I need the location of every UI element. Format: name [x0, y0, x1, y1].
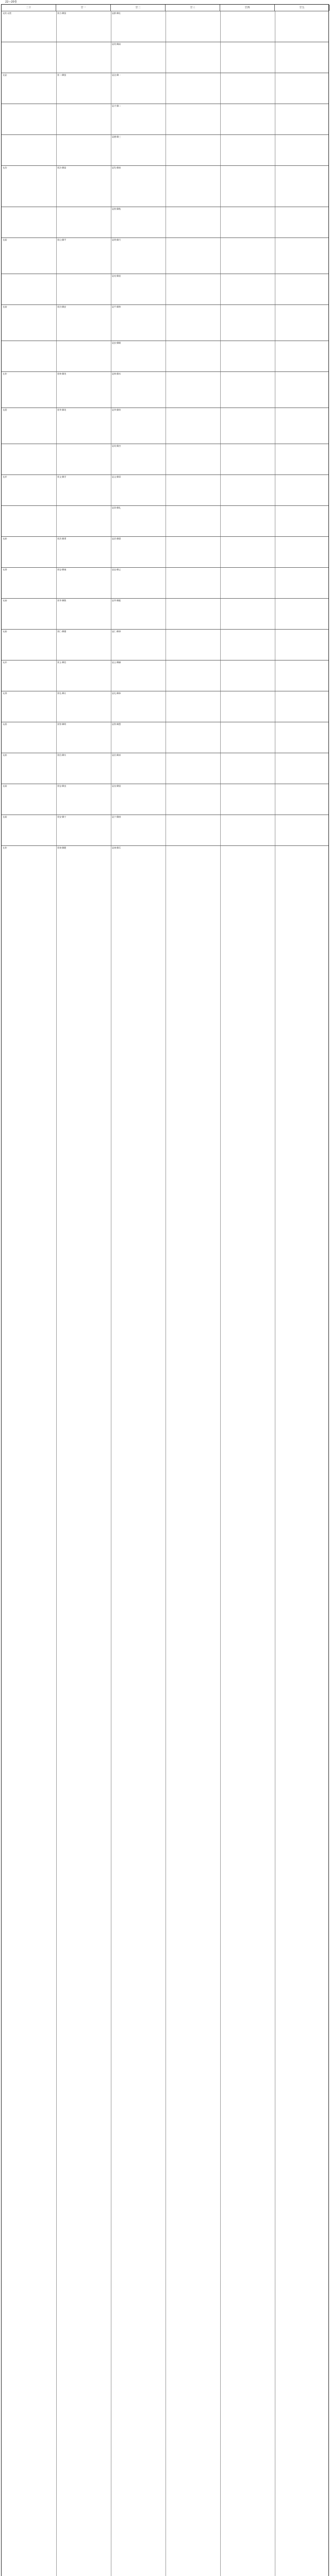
table-cell: 允昌·	[3, 166, 8, 169]
row-divider	[2, 567, 328, 568]
table-cell: 允祺·	[3, 568, 8, 571]
table-cell: 显明·卿月	[112, 239, 121, 241]
table-cell: 景二·卿贤	[57, 74, 67, 76]
table-cell: 显德·卿三	[112, 135, 121, 138]
table-cell: 显礼·卿恭	[112, 692, 121, 694]
table-cell: 允祯·	[3, 537, 8, 540]
table-cell: 景安·卿宁	[57, 816, 67, 818]
table-cell: 显达·卿一	[112, 74, 121, 76]
table-cell: 显平·卿和	[112, 306, 121, 308]
table-cell: 允祥·	[3, 476, 8, 478]
table-cell: 景忠·卿诚	[57, 568, 67, 571]
table-cell: 景华·卿英	[57, 409, 67, 411]
row-divider	[2, 371, 328, 372]
table-cell: 允祯·	[3, 754, 8, 756]
table-cell: 允禧·	[3, 723, 8, 725]
table-cell: 景康·卿健	[57, 846, 67, 849]
table-cell: 景法·卿富	[57, 166, 67, 169]
table-cell: 景仁·卿德	[57, 630, 67, 633]
table-cell: 景林·卿茂	[57, 372, 67, 375]
column-header: 廿一	[56, 5, 111, 11]
table-cell: 显亮·卿星	[112, 275, 121, 277]
column-divider	[56, 11, 57, 2576]
table-cell: 允福·	[3, 630, 8, 633]
row-divider	[2, 598, 328, 599]
table-cell: 显安·卿顺	[112, 342, 121, 344]
table-cell: 景山·卿平	[57, 239, 67, 241]
table-cell: 显群·卿仕	[112, 12, 121, 14]
table-cell: 景礼·卿让	[57, 692, 67, 694]
page-number: 22—20卷	[5, 1, 17, 4]
table-cell: 允禄·	[3, 306, 8, 308]
table-cell: 景文·卿学	[57, 476, 67, 478]
table-cell: 显仁·卿善	[112, 630, 121, 633]
table-cell: 显华·卿荣	[112, 409, 121, 411]
table-cell: 允祺·	[3, 692, 8, 694]
table-cell: 显财·卿秋	[112, 208, 121, 210]
table-cell: 显义·卿廉	[112, 661, 121, 664]
table-cell: 允显·	[3, 74, 8, 76]
table-cell: 显智·卿慧	[112, 723, 121, 725]
genealogy-table	[1, 4, 329, 2576]
table-cell: 显文·卿章	[112, 476, 121, 478]
row-divider	[2, 165, 328, 166]
table-cell: 允福·	[3, 816, 8, 818]
table-cell: 显宁·卿康	[112, 816, 121, 818]
table-cell: 允禧·	[3, 409, 8, 411]
row-divider	[2, 845, 328, 846]
table-cell: 显章·卿礼	[112, 506, 121, 509]
table-cell: 允钦·允胜	[3, 12, 12, 14]
table-cell: 景义·卿信	[57, 661, 67, 664]
table-cell: 允福·	[3, 239, 8, 241]
column-header: 廿五	[275, 5, 329, 11]
column-divider	[220, 11, 221, 2576]
row-divider	[2, 629, 328, 630]
table-cell: 显贵·卿高	[112, 43, 121, 45]
table-cell: 景河·卿安	[57, 306, 67, 308]
column-header: 二十	[2, 5, 56, 11]
table-cell: 显孝·卿慈	[112, 599, 121, 602]
row-divider	[2, 536, 328, 537]
table-cell: 允禄·	[3, 785, 8, 787]
table-cell: 显英·卿杰	[112, 445, 121, 447]
table-cell: 显忠·卿义	[112, 568, 121, 571]
table-cell: 景吉·卿贤	[57, 12, 67, 14]
table-cell: 显发·卿春	[112, 166, 121, 169]
table-cell: 景忠·卿良	[57, 785, 67, 787]
table-cell: 景武·卿勇	[57, 537, 67, 540]
column-header: 廿四	[220, 5, 275, 11]
table-cell: 显才·卿二	[112, 105, 121, 107]
table-cell: 景智·卿明	[57, 723, 67, 725]
table-cell: 景信·卿实	[57, 754, 67, 756]
table-cell: 允寿·	[3, 846, 8, 849]
column-header: 廿二	[111, 5, 166, 11]
table-cell: 显林·卿木	[112, 372, 121, 375]
table-cell: 景孝·卿敬	[57, 599, 67, 602]
table-cell: 显信·卿真	[112, 754, 121, 756]
table-cell: 允寿·	[3, 372, 8, 375]
row-divider	[2, 505, 328, 506]
row-divider	[2, 474, 328, 475]
column-header: 廿三	[166, 5, 220, 11]
table-cell: 显武·卿强	[112, 537, 121, 540]
table-cell: 允祥·	[3, 661, 8, 664]
table-cell: 显良·卿贤	[112, 785, 121, 787]
table-cell: 允禄·	[3, 599, 8, 602]
row-divider	[2, 304, 328, 305]
table-cell: 显康·卿乐	[112, 846, 121, 849]
row-divider	[2, 134, 328, 135]
